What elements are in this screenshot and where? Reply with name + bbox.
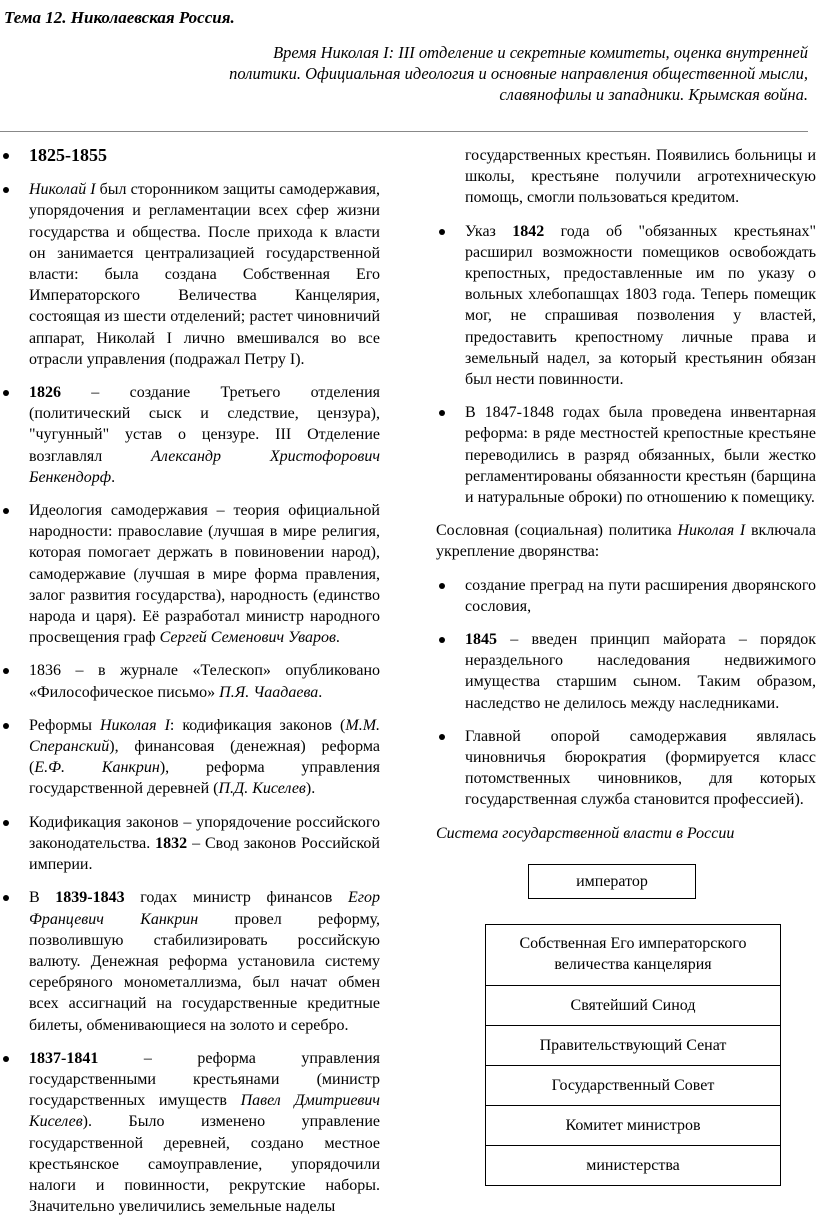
- diagram-box: Государственный Совет: [486, 1065, 780, 1105]
- divider: [0, 131, 808, 132]
- bullet-icon: [439, 734, 445, 740]
- bullet-icon: [3, 1056, 9, 1062]
- bullet-icon: [439, 583, 445, 589]
- diagram-box-emperor: император: [528, 864, 696, 899]
- year: 1845: [465, 631, 497, 649]
- list-item: Кодификация законов – упорядочение российского законодательства. 1832 – Свод законов Российской империи.: [0, 812, 380, 876]
- person-name: Егор Францевич Канкрин: [29, 889, 380, 928]
- list-item: 1825-1855: [0, 145, 380, 167]
- page-title: Тема 12. Николаевская Россия.: [4, 8, 235, 27]
- list-item: 1845 – введен принцип майората – порядок нераздельного наследования недвижимого имущества старшим сыном. Таким образом, наследство не делилось между наследниками.: [436, 629, 816, 714]
- list-item: В 1839-1843 годах министр финансов Егор Францевич Канкрин провел реформу, позволившую стабилизировать российскую валюту. Денежная реформа установила систему серебряного монометаллизма, был начат обмен всех ассигнаций на государственные кредитные билеты, обменивающиеся на золото и серебро.: [0, 887, 380, 1035]
- diagram-box: министерства: [486, 1145, 780, 1185]
- list-item: Главной опорой самодержавия являлась чиновничья бюрократия (формируется класс потомственных чиновников, для которых государственная служба становится профессией).: [436, 726, 816, 811]
- list-item: 1826 – создание Третьего отделения (политический сыск и следствие, цензура), "чугунный" устав о цензуре. III Отделение возглавлял Александр Христофорович Бенкендорф.: [0, 382, 380, 488]
- bullet-icon: [3, 723, 9, 729]
- bullet-icon: [3, 153, 9, 159]
- list-item: Николай I был сторонником защиты самодержавия, упорядочения и регламентации всех сфер жизни государства и общества. После прихода к власти он занимается централизацией государственной власти: была создана Собственная Его Императорского Величества Канцелярия, состоящая из шести отделений; растет чиновничий аппарат, Николай I лично вмешивался во все отрасли управления (подражал Петру I).: [0, 179, 380, 370]
- right-column: [436, 145, 816, 844]
- bullet-icon: [3, 390, 9, 396]
- left-column: [0, 145, 380, 1229]
- bullet-icon: [439, 637, 445, 643]
- bullet-icon: [3, 820, 9, 826]
- list-item: В 1847-1848 годах была проведена инвентарная реформа: в ряде местностей крепостные крестьяне переводились в разряд обязанных, были жестко регламентированы обязанности крестьян (барщина и натуральные оброки) по отношению к помещику.: [436, 402, 816, 508]
- paragraph: Сословная (социальная) политика Николая I включала укрепление дворянства:: [436, 522, 816, 561]
- person-name: Николай I: [29, 181, 96, 199]
- year: 1826: [29, 384, 61, 402]
- list-item: создание преград на пути расширения дворянского сословия,: [436, 575, 816, 617]
- diagram-box: Правительствующий Сенат: [486, 1025, 780, 1065]
- bullet-icon: [3, 187, 9, 193]
- diagram-box: Собственная Его императорского величества канцелярия: [519, 935, 747, 973]
- list-item: 1837-1841 – реформа управления государственными крестьянами (министр государственных имуществ Павел Дмитриевич Киселев). Было изменено управление государственной деревней, создано местное крестьянское самоуправление, упорядочили налоги и повинности, рекрутские наборы. Значительно увеличились земельные наделы: [0, 1048, 380, 1218]
- year: 1837-1841: [29, 1049, 99, 1067]
- list-item: Реформы Николая I: кодификация законов (М.М. Сперанский), финансовая (денежная) реформа (Е.Ф. Канкрин), реформа управления государственной деревней (П.Д. Киселев).: [0, 715, 380, 800]
- year: 1842: [512, 222, 545, 240]
- bullet-icon: [3, 668, 9, 674]
- page-subtitle: Время Николая I: III отделение и секретные комитеты, оценка внутренней политики. Официальная идеология и основные направления общественной мысли, славянофилы и западники. Крымская война.: [229, 43, 808, 104]
- diagram-box: Святейший Синод: [486, 985, 780, 1025]
- bullet-icon: [3, 508, 9, 514]
- person-name: П.Я. Чаадаева: [219, 683, 319, 701]
- year: 1832: [155, 834, 188, 852]
- diagram-stack: [485, 924, 781, 1186]
- person-name: Николая I: [677, 522, 746, 540]
- list-item: Указ 1842 года об "обязанных крестьянах" расширил возможности помещиков освобождать крепостных, предоставленные им по указу о вольных хлебопашцах 1803 года. Теперь помещик мог, не спрашивая позволения у властей, предоставить крепостному личные права и земельный надел, за который крестьянин обязан был нести повинности.: [436, 221, 816, 391]
- diagram-box: Комитет министров: [486, 1105, 780, 1145]
- list-item: Идеология самодержавия – теория официальной народности: православие (лучшая в мире религия, которая помогает держать в повиновении народ), самодержавие (лучшая в мире форма правления, залог развития государства), народность (единство народа и царя). Её разработал министр народного просвещения граф Сергей Семенович Уваров.: [0, 500, 380, 648]
- bullet-icon: [439, 410, 445, 416]
- continued-text: государственных крестьян. Появились больницы и школы, крестьяне получили агротехническую помощь, смогли пользоваться кредитом.: [465, 147, 816, 207]
- list-item: 1836 – в журнале «Телескоп» опубликовано «Философическое письмо» П.Я. Чаадаева.: [0, 660, 380, 702]
- person-name: Павел Дмитриевич Киселев: [29, 1092, 381, 1131]
- bullet-icon: [3, 895, 9, 901]
- year: 1839-1843: [55, 889, 125, 907]
- diagram-caption: Система государственной власти в России: [436, 824, 735, 842]
- person-name: Сергей Семенович Уваров: [159, 629, 336, 647]
- person-name: Александр Христофорович Бенкендорф: [29, 447, 380, 486]
- bullet-icon: [439, 229, 445, 235]
